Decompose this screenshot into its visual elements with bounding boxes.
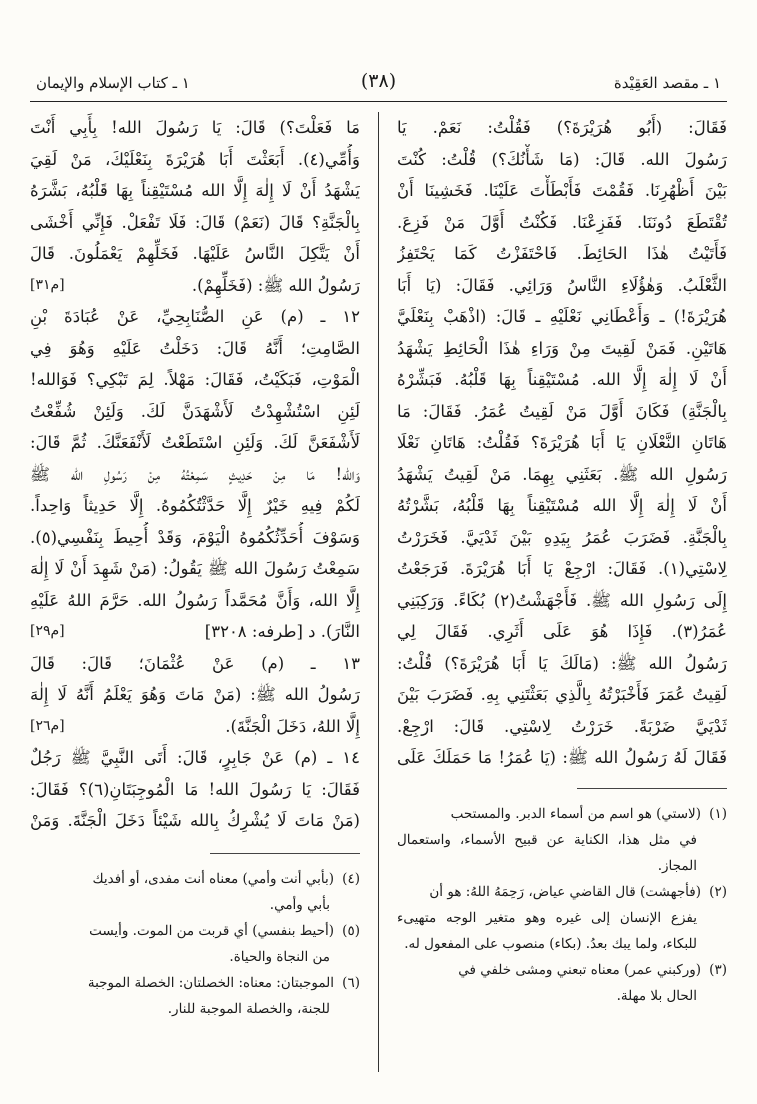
text-line xyxy=(30,648,360,680)
hadith-reference: [م٢٦] xyxy=(30,717,65,734)
text-line xyxy=(30,616,360,648)
left-footnotes xyxy=(30,866,360,1022)
footnote-number: (٢) xyxy=(709,883,727,900)
chapter-title: ١ ـ كتاب الإسلام والإيمان xyxy=(36,74,190,92)
text-line: أَنْ لَا إِلٰهَ إِلَّا الله. مُسْتَيْقِناً بِهَا قَلْبُهُ. فَبَشِّرْهُ xyxy=(397,370,727,389)
text-line: هَاتَيْنِ. فَمَنْ لَقِيتَ مِنْ وَرَاءِ هٰذَا الْحَائِطِ يَشْهَدُ xyxy=(397,338,727,358)
footnote xyxy=(397,801,727,879)
text-line xyxy=(30,742,360,774)
text-line: هَاتَانِ النَّعْلَانِ يَا أَبَا هُرَيْرَةَ؟ فَقُلْتُ: هَاتَانِ نَعْلَا xyxy=(397,433,727,452)
text-line: هُرَيْرَةَ!) ـ وَأَعْطَانِي نَعْلَيْهِ ـ قَالَ: (اذْهَبْ بِنَعْلَيَّ xyxy=(397,307,727,326)
hadith-reference: [م٢٩] xyxy=(30,623,65,639)
text-line xyxy=(30,333,360,365)
line-text: وَأُمِّي(٤). أَبَعَثْتَ أَبَا هُرَيْرَةَ بِنَعْلَيْكَ، مَنْ لَقِيَ xyxy=(30,149,360,169)
footnote xyxy=(30,918,360,970)
footnote-number: (٤) xyxy=(342,870,360,887)
text-line: عُمَرُ(٣). فَإِذَا هُوَ عَلَى أَثَرِي. فَقَالَ لِي xyxy=(397,622,727,641)
footnote-divider xyxy=(210,853,360,854)
text-line: إِلَى رَسُولِ الله ﷺ. فَأَجْهَشْتُ(٢) بُكَاءً. وَرَكِبَنِي xyxy=(397,590,727,610)
text-line xyxy=(30,459,360,491)
text-line: لَقِيتُ عُمَرَ فَأَخْبَرْتُهُ بِالَّذِي بَعَثْتَنِي بِهِ. فَضَرَبَ بَيْنَ xyxy=(397,685,727,704)
text-line xyxy=(30,396,360,428)
left-column-text xyxy=(30,112,360,837)
text-line xyxy=(30,774,360,806)
text-line: ثَدْيَيَّ ضَرْبَةً. خَرَرْتُ لِاسْتِي. قَالَ: ارْجِعْ. xyxy=(397,716,727,736)
text-line: فَقَالَ: (أَبُو هُرَيْرَةَ؟) فَقُلْتُ: نَعَمْ. يَا xyxy=(397,118,727,137)
footnote-continuation: يفزع الإنسان إلى غيره وهو متغير الوجه متهيىء للبكاء، ولما يبك بعدُ. (بكاء) منصوب على المفعول له. xyxy=(397,909,697,952)
text-line: رَسُولَ الله. قَالَ: (مَا شَأْنُكَ؟) قُلْتُ: كُنْتَ xyxy=(397,149,727,169)
text-line: بِالْجَنَّةِ. فَضَرَبَ عُمَرُ بِيَدِهِ بَيْنَ ثَدْيَيَّ. فَخَرَرْتُ xyxy=(397,527,727,547)
text-line: فَأَتَيْتُ هٰذَا الحَائِطَ. فَاحْتَفَزْتُ كَمَا يَحْتَفِزُ xyxy=(397,244,727,263)
footnote xyxy=(30,866,360,918)
right-column xyxy=(397,112,727,1009)
text-line xyxy=(30,270,360,302)
page-header xyxy=(30,68,727,104)
footnote-number: (١) xyxy=(709,805,727,822)
line-text: (مَنْ مَاتَ لَا يُشْرِكُ بِالله شَيْئاً دَخَلَ الْجَنَّةَ. وَمَنْ xyxy=(30,811,360,830)
line-text: النَّارَ). د [طرفه: ٣٢٠٨] xyxy=(204,622,360,641)
footnote-text: (بأبي أنت وأمي) معناه أنت مفدى، أو أفديك xyxy=(92,870,334,887)
line-text: إِلَّا الله، وَأَنَّ مُحَمَّداً رَسُولُ الله. حَرَّمَ اللهُ عَلَيْهِ xyxy=(30,590,360,610)
footnote-text: الموجبتان: معناه: الخصلتان: الخصلة الموجبة xyxy=(87,974,334,991)
footnote xyxy=(397,957,727,1009)
line-text: ١٢ ـ (م) عَنِ الصُّنَابِحِيِّ، عَنْ عُبَادَةَ بْنِ xyxy=(30,307,360,326)
line-text: رَسُولُ الله ﷺ: (مَنْ مَاتَ وَهُوَ يَعْلَمُ أَنَّهُ لَا إِلٰهَ xyxy=(30,685,360,704)
line-text: لَئِنِ اسْتُشْهِدْتُ لَأَشْهَدَنَّ لَكَ. وَلَئِنْ شُفِّعْتُ xyxy=(30,401,360,421)
text-line xyxy=(30,679,360,711)
text-line: فَقَالَ لَهُ رَسُولُ الله ﷺ: (يَا عُمَرُ! مَا حَمَلَكَ عَلَى xyxy=(397,748,727,767)
line-text: ١٣ ـ (م) عَنْ عُثْمَانَ؛ قَالَ: قَالَ xyxy=(30,653,360,673)
footnote-continuation: من النجاة والحياة. xyxy=(229,948,330,965)
text-line: بِالْجَنَّةِ) فَكَانَ أَوَّلَ مَنْ لَقِيتُ عُمَرُ. فَقَالَ: مَا xyxy=(397,401,727,421)
text-line xyxy=(30,522,360,554)
text-line xyxy=(30,207,360,239)
footnote xyxy=(30,970,360,1022)
footnote-continuation: في مثل هذا، الكناية عن قبيح الأسماء، واستعمال المجاز. xyxy=(397,831,697,874)
text-line xyxy=(30,112,360,144)
footnote-text: (لاستي) هو اسم من أسماء الدبر. والمستحب xyxy=(450,805,701,822)
footnote-continuation: بأبي وأمي. xyxy=(269,896,330,913)
line-text: مَا فَعَلْتَ؟) قَالَ: يَا رَسُولَ الله! بِأَبِي أَنْتَ xyxy=(30,118,360,137)
hadith-reference: [م٣١] xyxy=(30,276,65,293)
left-column xyxy=(30,112,360,1022)
text-line: بَيْنَ أَظْهُرِنَا. فَقُمْتَ فَأَبْطَأْتَ عَلَيْنَا. فَخَشِينَا أَنْ xyxy=(397,181,727,200)
line-text: أَنْ يَتَّكِلَ النَّاسُ عَلَيْهَا. فَخَلِّهِمْ يَعْمَلُونَ. قَالَ xyxy=(30,244,360,263)
line-text: لَكُمْ فِيهِ خَيْرٌ إِلَّا حَدَّثْتُكُمُوهُ. إِلَّا حَدِيثاً وَاحِداً. xyxy=(30,496,360,515)
text-line xyxy=(30,490,360,522)
line-text: لَأَشْفَعَنَّ لَكَ. وَلَئِنِ اسْتَطَعْتُ لَأَنْفَعَنَّكَ. ثُمَّ قَالَ: xyxy=(30,433,360,452)
line-text: سَمِعْتُ رَسُولَ الله ﷺ يَقُولُ: (مَنْ شَهِدَ أَنْ لَا إِلٰهَ xyxy=(30,559,360,578)
line-text: بِالْجَنَّةِ؟ قَالَ (نَعَمْ) قَالَ: فَلَا تَفْعَلْ. فَإِنِّي أَخْشَى xyxy=(30,212,360,232)
text-line: رَسُولِ الله ﷺ. بَعَثَنِي بِهِمَا. مَنْ لَقِيتُ يَشْهَدُ xyxy=(397,464,727,484)
text-line xyxy=(30,175,360,207)
footnote-continuation: للجنة، والخصلة الموجبة للنار. xyxy=(167,1000,330,1017)
section-title: ١ ـ مقصد العَقِيْدة xyxy=(613,74,721,92)
text-line xyxy=(30,427,360,459)
line-text: يَشْهَدُ أَنْ لَا إِلٰهَ إِلَّا الله مُسْتَيْقِناً بِهَا قَلْبُهُ، بَشَّرَهُ xyxy=(30,181,360,200)
text-line: الثَّعْلَبُ. وَهٰؤُلَاءِ النَّاسُ وَرَائِي. فَقَالَ: (يَا أَبَا xyxy=(397,275,727,295)
header-divider xyxy=(30,101,727,102)
line-text: فَقَالَ: يَا رَسُولَ الله! مَا الْمُوجِبَتَانِ(٦)؟ فَقَالَ: xyxy=(30,779,360,799)
right-footnotes xyxy=(397,801,727,1009)
footnote-number: (٣) xyxy=(709,961,727,978)
line-text: ١٤ ـ (م) عَنْ جَابِرٍ، قَالَ: أَتَى النَّبِيَّ ﷺ رَجُلٌ xyxy=(30,748,360,767)
page-number: (٣٨) xyxy=(360,70,397,92)
footnote-text: (وركبني عمر) معناه تبعني ومشى خلفي في xyxy=(458,961,701,978)
text-line xyxy=(30,585,360,617)
text-line xyxy=(30,553,360,585)
line-text: الصَّامِتِ؛ أَنَّهُ قَالَ: دَخَلْتُ عَلَيْهِ وَهُوَ فِي xyxy=(30,338,360,358)
footnote-divider xyxy=(577,788,727,789)
text-line: تُقْتَطَعَ دُونَنَا. فَفَزِعْنَا. فَكُنْتُ أَوَّلَ مَنْ فَزِعَ. xyxy=(397,212,727,232)
line-text: وَالله! مَا مِنْ حَدِيثٍ سَمِعْتُهُ مِنْ رَسُولِ الله ﷺ xyxy=(30,464,360,484)
footnote-text: (أحيط بنفسي) أي قربت من الموت. وأيست xyxy=(89,922,334,939)
text-line xyxy=(30,711,360,743)
text-line xyxy=(30,805,360,837)
text-line: لِاسْتِي(١). فَقَالَ: ارْجِعْ يَا أَبَا هُرَيْرَةَ. فَرَجَعْتُ xyxy=(397,559,727,578)
column-divider xyxy=(378,112,379,1072)
text-line: أَنْ لَا إِلٰهَ إِلَّا الله مُسْتَيْقِناً بِهَا قَلْبُهُ، بَشَّرْتُهُ xyxy=(397,496,727,515)
footnote-number: (٦) xyxy=(342,974,360,991)
footnote-number: (٥) xyxy=(342,922,360,939)
text-line: رَسُولُ الله ﷺ: (مَالَكَ يَا أَبَا هُرَيْرَةَ؟) قُلْتُ: xyxy=(397,653,727,673)
right-column-text xyxy=(397,112,727,774)
footnote-text: (فأجهشت) قال القاضي عياض، رَحِمَهُ اللهُ: هو أن xyxy=(429,883,701,900)
text-line xyxy=(30,301,360,333)
footnote-continuation: الحال بلا مهلة. xyxy=(616,987,697,1004)
line-text: وَسَوْفَ أُحَدِّثُكُمُوهُ الْيَوْمَ، وَقَدْ أُحِيطَ بِنَفْسِي(٥). xyxy=(30,527,360,547)
line-text: الْمَوْتِ، فَبَكَيْتُ، فَقَالَ: مَهْلاً. لِمَ تَبْكِي؟ فَوَالله! xyxy=(30,370,360,389)
text-line xyxy=(30,364,360,396)
text-line xyxy=(30,144,360,176)
line-text: رَسُولُ الله ﷺ: (فَخَلِّهِمْ). xyxy=(191,275,360,295)
text-line xyxy=(30,238,360,270)
footnote xyxy=(397,879,727,957)
line-text: إِلَّا اللهُ، دَخَلَ الْجَنَّةَ). xyxy=(225,716,360,736)
